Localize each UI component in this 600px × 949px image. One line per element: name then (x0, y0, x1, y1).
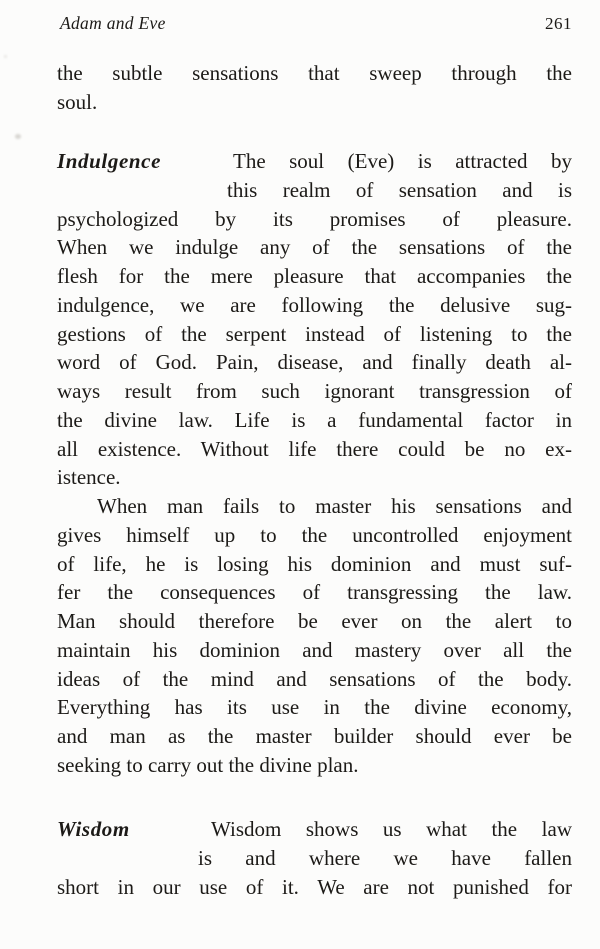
section-wisdom (57, 815, 572, 901)
text-line: When we indulge any of the sensations of the (57, 235, 572, 260)
section-heading-wisdom: Wisdom (57, 817, 130, 841)
running-head-title: Adam and Eve (60, 13, 166, 33)
text-line: and man as the master builder should ever be (57, 724, 572, 748)
text-line: ideas of the mind and sensations of the body. (57, 666, 572, 691)
text-line: is and where we have fallen (198, 845, 572, 870)
text-line: gives himself up to the uncontrolled enjoyment (57, 522, 572, 547)
text-line: all existence. Without life there could be no ex- (57, 436, 572, 461)
text-line: soul. (57, 89, 98, 114)
text-line: psychologized by its promises of pleasure. (57, 206, 572, 231)
text-line: Wisdom shows us what the law (211, 817, 572, 841)
paragraph-intro (57, 59, 572, 117)
text-line: the subtle sensations that sweep through the (57, 61, 572, 85)
text-line: the divine law. Life is a fundamental factor in (57, 407, 572, 432)
text-line: seeking to carry out the divine plan. (57, 752, 359, 777)
text-line: istence. (57, 465, 121, 490)
text-line: Man should therefore be ever on the alert to (57, 609, 572, 633)
text-line: this realm of sensation and is (227, 177, 572, 202)
text-line: indulgence, we are following the delusive sug- (57, 292, 572, 317)
text-line: short in our use of it. We are not punished for (57, 874, 572, 899)
scan-speck (15, 134, 21, 139)
section-indulgence (57, 147, 572, 492)
text-line: gestions of the serpent instead of listening to the (57, 321, 572, 346)
text-line: ways result from such ignorant transgression of (57, 379, 572, 403)
section-heading-indulgence: Indulgence (57, 149, 162, 173)
running-head (60, 12, 572, 35)
page-number: 261 (545, 14, 572, 33)
text-line: fer the consequences of transgressing the law. (57, 580, 572, 605)
paragraph-dominion (57, 492, 572, 780)
text-line: maintain his dominion and mastery over all the (57, 637, 572, 662)
text-line: The soul (Eve) is attracted by (233, 149, 572, 173)
text-line: When man fails to master his sensations and (97, 494, 572, 518)
text-line: word of God. Pain, disease, and finally death al- (57, 350, 572, 375)
text-line: of life, he is losing his dominion and must suf- (57, 551, 572, 576)
text-line: flesh for the mere pleasure that accompanies the (57, 264, 572, 288)
text-line: Everything has its use in the divine economy, (57, 695, 572, 720)
scan-speck (4, 55, 7, 58)
